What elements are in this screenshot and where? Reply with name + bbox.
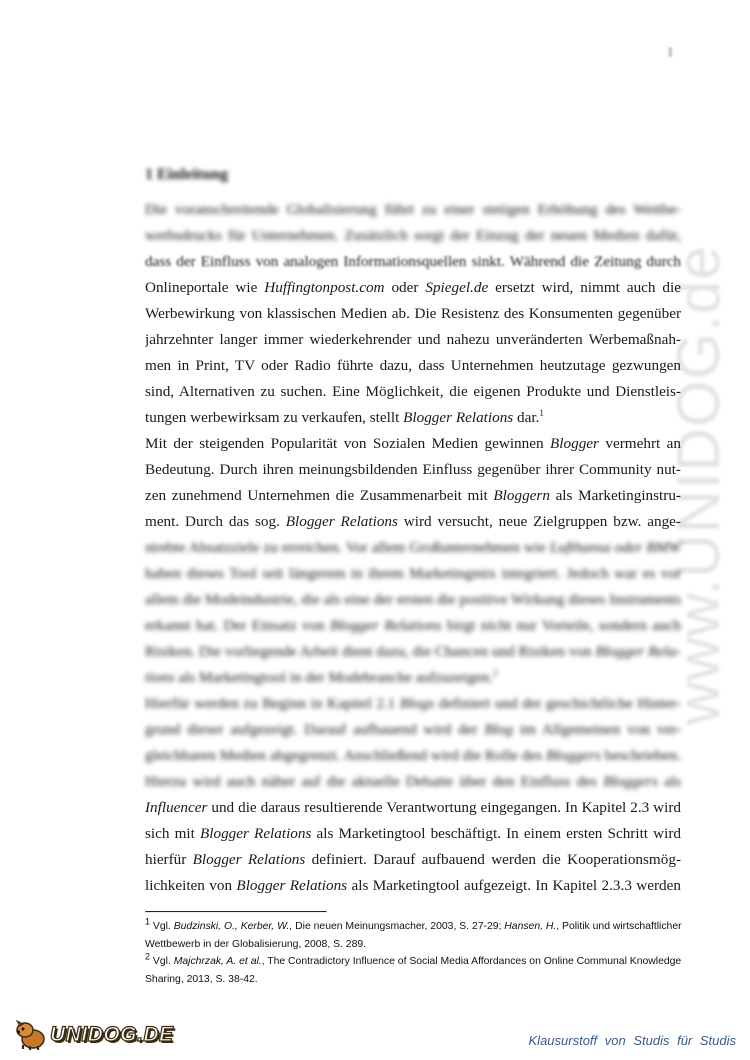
text-run: als Marketingtool aufgezeigt. In Kapitel 2.3.3 werden: [347, 877, 681, 894]
italic-term: Blogger Relations: [199, 825, 312, 842]
text-line: [145, 509, 681, 535]
text-run: lichkeiten von: [145, 877, 237, 894]
text-run: sind, Alternativen zu suchen. Eine Möglichkeit, die eigenen Produkte und Dienstleis-: [145, 383, 681, 400]
text-run: ersetzt wird, nimmt auch die: [488, 279, 681, 296]
text-line: [145, 431, 681, 457]
text-run: Onlineportale wie: [145, 279, 265, 296]
footnote: [145, 953, 690, 988]
text-run: als: [657, 773, 681, 790]
logo-text: UNIDOG.DE: [50, 1023, 174, 1046]
text-run: werbsdrucks für Unternehmen. Zusätzlich sorgt der Einzug der neuen Medien dafür,: [145, 227, 681, 244]
text-line: [145, 327, 681, 353]
text-run: Risiken. Die vorliegende Arbeit dient dazu, die Chancen und Risiken von: [145, 643, 596, 660]
text-line: [145, 587, 681, 613]
text-line: [145, 639, 681, 665]
text-run: Mit der steigenden Popularität von Sozialen Medien gewinnen: [145, 435, 551, 452]
text-run: tungen werbewirksam zu verkaufen, stellt: [145, 409, 404, 426]
text-run: und die daraus resultierende Verantwortung eingegangen. In Kapitel 2.3 wird: [207, 799, 681, 816]
italic-term: Blog: [484, 721, 514, 738]
text-line: [145, 483, 681, 509]
text-run: Vgl.: [150, 921, 174, 932]
text-line: [145, 379, 681, 405]
footnote-ref: 1: [539, 407, 544, 418]
text-run: Vgl.: [150, 956, 174, 967]
footnote-ref: 1: [145, 916, 151, 927]
text-line: [145, 717, 681, 743]
italic-term: Blogger Relations: [329, 617, 442, 634]
italic-term: Bloggern: [493, 487, 550, 504]
italic-term: Blogger Relations: [192, 851, 306, 868]
text-run: allem die Modeindustrie, die als eine der ersten die positive Wirkung dieses Instruments: [145, 591, 681, 608]
text-run: Hierfür werden zu Beginn in Kapitel 2.1: [145, 695, 400, 712]
text-line: [145, 223, 681, 249]
dog-icon: [14, 1018, 48, 1052]
text-line: [145, 249, 681, 275]
text-run: haben dieses Tool seit längerem in ihrem Marketingmix integriert. Jedoch war es vor: [145, 565, 681, 582]
text-run: oder: [384, 279, 426, 296]
text-run: definiert und der geschichtliche Hinter-: [434, 695, 681, 712]
text-run: gleichbaren Medien abgegrenzt. Anschließend wird die Rolle des: [145, 747, 546, 764]
text-line: [145, 301, 681, 327]
italic-term: Blogger Relations: [236, 877, 348, 894]
text-line: [145, 665, 681, 691]
footnotes: [145, 918, 690, 988]
text-line: [145, 821, 681, 847]
text-run: Die neuen Meinungsmacher, 2003, S. 27-29;: [292, 921, 505, 932]
text-run: im Allgemeinen von ver-: [513, 721, 681, 738]
text-run: definiert. Darauf aufbauend werden die Kooperationsmög-: [305, 851, 681, 868]
text-run: vermehrt an: [598, 435, 681, 452]
text-line: [145, 847, 681, 873]
italic-term: Bloggers: [545, 747, 601, 764]
text-run: dar.: [513, 409, 540, 426]
text-run: als Marketinginstru-: [549, 487, 681, 504]
text-run: strebte Absatzziele zu erreichen. Vor allem Großunternehmen wie: [145, 539, 550, 556]
section-heading: 1 Einleitung: [145, 166, 229, 183]
text-run: hierfür: [145, 851, 193, 868]
text-run: wird versucht, neue Zielgruppen bzw. ange-: [397, 513, 681, 530]
text-run: zen zunehmend Unternehmen die Zusammenarbeit mit: [145, 487, 494, 504]
text-line: [145, 197, 681, 223]
text-line: [145, 873, 681, 899]
page-number: 1: [667, 44, 674, 59]
footnote: [145, 918, 690, 953]
watermark: www.UNIDOG.de: [665, 245, 732, 725]
italic-term: Blogger Relations: [285, 513, 398, 530]
text-line: [145, 613, 681, 639]
text-line: [145, 561, 681, 587]
italic-term: Bloggers: [603, 773, 658, 790]
italic-term: Blogger Relations: [403, 409, 514, 426]
footnote-ref: 2: [492, 667, 498, 678]
text-line: [145, 769, 681, 795]
text-line: [145, 691, 681, 717]
text-line: [145, 457, 681, 483]
text-run: Bedeutung. Durch ihren meinungsbildenden Einfluss gegenüber ihrer Community nut-: [145, 461, 681, 478]
text-run: birgt nicht nur Vorteile, sondern auch: [441, 617, 681, 634]
italic-term: Huffingtonpost.com: [264, 279, 385, 296]
text-run: jahrzehnter langer immer wiederkehrender und nahezu unveränderten Werbemaßnah-: [145, 331, 681, 348]
unidog-logo[interactable]: [14, 1018, 174, 1052]
text-line: [145, 535, 681, 561]
footnote-separator: [145, 911, 327, 913]
text-run: , Politik und wirtschaftlicher Wettbewerb in der Globalisierung, 2008, S. 289.: [145, 921, 682, 950]
text-run: Werbewirkung von klassischen Medien ab. Die Resistenz des Konsumenten gegenüber: [145, 305, 681, 322]
footnote-ref: 2: [145, 951, 151, 962]
text-run: als Marketingtool beschäftigt. In einem ersten Schritt wird: [311, 825, 681, 842]
text-run: Die voranschreitende Globalisierung führt zu einer stetigen Erhöhung des Wettbe-: [145, 201, 681, 218]
text-run: ment. Durch das sog.: [145, 513, 286, 530]
italic-term: Blogger: [550, 435, 599, 452]
italic-term: Budzinski, O., Kerber, W.,: [173, 921, 293, 932]
text-run: beschrieben.: [600, 747, 681, 764]
italic-term: tions: [145, 669, 175, 686]
text-line: [145, 795, 681, 821]
text-run: grund dieser aufgezeigt. Darauf aufbauend wird der: [145, 721, 485, 738]
text-run: sich mit: [145, 825, 200, 842]
text-line: [145, 405, 681, 431]
italic-term: Spiegel.de: [425, 279, 489, 296]
text-run: Hierzu wird auch näher auf die aktuelle Debatte über den Einfluss des: [145, 773, 604, 790]
text-run: erkannt hat. Der Einsatz von: [145, 617, 330, 634]
italic-term: Blogs: [399, 695, 435, 712]
text-line: [145, 275, 681, 301]
text-run: , The Contradictory Influence of Social Media Affordances on Online Communal Knowledge Sharing, 2013, S. 38-42.: [145, 956, 682, 985]
text-run: dass der Einfluss von analogen Informationsquellen sinkt. Während die Zeitung durch: [145, 253, 681, 270]
italic-term: Majchrzak, A. et al.: [173, 956, 262, 967]
text-line: [145, 353, 681, 379]
italic-term: Blogger Rela-: [595, 643, 681, 660]
text-line: [145, 743, 681, 769]
text-run: als Marketingtool in der Modebranche aufzuzeigen.: [174, 669, 493, 686]
tagline: Klausurstoff von Studis für Studis: [528, 1033, 736, 1048]
italic-term: Hansen, H.: [504, 921, 557, 932]
body-text: [145, 197, 681, 899]
italic-term: Lufthansa oder BMW: [549, 539, 681, 556]
italic-term: Influencer: [145, 799, 208, 816]
text-run: men in Print, TV oder Radio führte dazu, dass Unternehmen heutzutage gezwungen: [145, 357, 681, 374]
